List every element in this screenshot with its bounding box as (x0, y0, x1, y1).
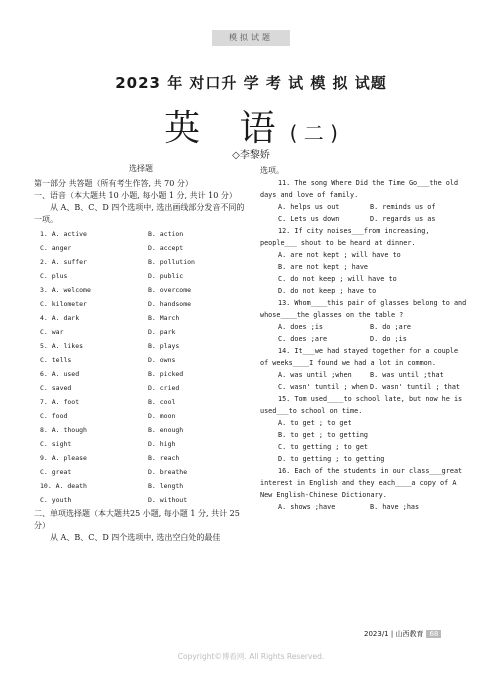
phonetics-row (34, 240, 248, 254)
answer-option-pair (260, 369, 470, 381)
answer-option: A. helps us out (278, 203, 340, 211)
option-right: D. high (148, 440, 176, 449)
answer-option: C. wasn' tuntil ; when (278, 383, 369, 391)
answer-option: A. to get ; to get (278, 419, 352, 427)
answer-option: A. shows ;have (278, 503, 336, 511)
answer-option: A. does ;is (278, 323, 324, 331)
option-left: 5. A. likes (40, 342, 84, 351)
option-right: B. pollution (148, 258, 195, 267)
phonetics-row (34, 282, 248, 296)
answer-option: A. are not kept ; will have to (278, 251, 401, 259)
answer-option: A. was until ;when (278, 371, 352, 379)
option-right: D. handsome (148, 300, 192, 309)
option-right: B. reach (148, 454, 180, 463)
option-left: 8. A. though (40, 426, 87, 435)
answer-option: C. Lets us down (278, 215, 340, 223)
option-right: B. cool (148, 398, 176, 407)
answer-option: B. are not kept ; have (278, 263, 369, 271)
phonetics-row (34, 408, 248, 422)
question-stem: 15. Tom used____to school late, but now he is used___to school on time. (260, 395, 463, 415)
part-heading: 第一部分 共答题（所有考生作答, 共 70 分） (34, 179, 193, 189)
section-title: 选择题 (129, 164, 153, 173)
phonetics-row (34, 492, 248, 506)
question-stem: 13. Whom____this pair of glasses belong to and whose____the glasses on the table ? (260, 299, 467, 319)
footer-date: 2023/1 (364, 630, 389, 638)
option-left: C. great (40, 468, 72, 477)
answer-option: D. regards us as (370, 215, 436, 223)
question-stem: 11. The song Where Did the Time Go___the old days and love of family. (260, 179, 459, 199)
option-left: C. plus (40, 272, 68, 281)
question-stem: 16. Each of the students in our class___great interest in English and they each____a copy of A New English-Chinese Dictionary. (260, 467, 463, 499)
option-left: 6. A. used (40, 370, 80, 379)
phonetics-row (34, 296, 248, 310)
option-left: 10. A. death (40, 482, 87, 491)
header-band: 模拟试题 (212, 30, 290, 46)
question-stem: 14. It___we had stayed together for a couple of weeks____I found we had a lot in common. (260, 347, 459, 367)
right-lead: 选项。 (260, 166, 284, 175)
section2-heading: 二、单项选择题（本大题共25 小题, 每小题 1 分, 共计 25 分） (34, 509, 240, 531)
answer-option: B. was until ;that (370, 371, 444, 379)
phonetics-row (34, 254, 248, 268)
phonetics-row (34, 450, 248, 464)
answer-option-pair (260, 381, 470, 393)
section1-heading: 一、语音（本大题共 10 小题, 每小题 1 分, 共计 10 分） (34, 191, 237, 201)
option-right: D. owns (148, 356, 176, 365)
option-left: C. war (40, 328, 64, 337)
subject-name: 英 语 (164, 108, 290, 149)
option-right: D. accept (148, 244, 184, 253)
option-left: C. tells (40, 356, 72, 365)
answer-option: B. reminds us of (370, 203, 436, 211)
phonetics-row (34, 268, 248, 282)
option-right: B. enough (148, 426, 184, 435)
answer-option-pair (260, 201, 470, 213)
footer-magazine: 山西教育 (395, 630, 424, 638)
answer-option: D. do not keep ; have to (278, 287, 377, 295)
phonetics-row (34, 464, 248, 478)
option-left: C. food (40, 412, 68, 421)
option-right: D. park (148, 328, 176, 337)
option-right: B. picked (148, 370, 184, 379)
section2-instruction: 从 A、B、C、D 四个选项中, 选出空白处的最佳 (50, 533, 221, 543)
answer-option: C. does ;are (278, 335, 328, 343)
subject-title (0, 100, 502, 151)
answer-option: D. wasn' tuntil ; that (370, 383, 461, 391)
page-title: 2023 年 对口升 学 考 试 模 拟 试题 (115, 74, 387, 92)
answer-option: D. to getting ; to getting (278, 455, 385, 463)
option-left: C. kilometer (40, 300, 87, 309)
phonetics-row (34, 366, 248, 380)
right-column (260, 165, 470, 513)
phonetics-row (34, 436, 248, 450)
option-left: C. anger (40, 244, 72, 253)
phonetics-row (34, 422, 248, 436)
answer-option-pair (260, 321, 470, 333)
phonetics-row (34, 380, 248, 394)
question-stem: 12. If city noises___from increasing, people___ shout to be heard at dinner. (260, 227, 430, 247)
option-right: D. without (148, 496, 188, 505)
copyright-notice: Copyright©博看网. All Rights Reserved. (177, 652, 325, 661)
page-number: 68 (426, 630, 441, 638)
option-right: D. breathe (148, 468, 188, 477)
phonetics-row (34, 478, 248, 492)
author: ◇李黎娇 (232, 150, 270, 161)
phonetics-row (34, 338, 248, 352)
option-left: 2. A. suffer (40, 258, 87, 267)
answer-option-pair (260, 501, 470, 513)
answer-option: B. do ;are (370, 323, 411, 331)
option-right: B. action (148, 230, 184, 239)
phonetics-row (34, 226, 248, 240)
option-right: D. public (148, 272, 184, 281)
phonetics-row (34, 352, 248, 366)
option-right: B. plays (148, 342, 180, 351)
answer-option: D. do ;is (370, 335, 407, 343)
option-right: B. March (148, 314, 180, 323)
option-right: D. moon (148, 412, 176, 421)
phonetics-row (34, 394, 248, 408)
answer-option: B. to get ; to getting (278, 431, 369, 439)
question-list (260, 177, 470, 513)
option-left: 3. A. welcome (40, 286, 91, 295)
page-footer: 2023/1 | 山西教育 68 (364, 629, 441, 639)
phonetics-list (34, 226, 248, 506)
option-left: 9. A. please (40, 454, 87, 463)
option-left: 7. A. foot (40, 398, 80, 407)
phonetics-row (34, 324, 248, 338)
answer-option: B. have ;has (370, 503, 420, 511)
subject-suffix: ( 二 ) (289, 121, 338, 145)
option-right: B. length (148, 482, 184, 491)
option-left: 1. A. active (40, 230, 87, 239)
left-column (34, 164, 248, 544)
answer-option-pair (260, 333, 470, 345)
option-left: 4. A. dark (40, 314, 80, 323)
answer-option: C. to getting ; to get (278, 443, 369, 451)
option-left: C. youth (40, 496, 72, 505)
option-left: C. sight (40, 440, 72, 449)
option-right: D. cried (148, 384, 180, 393)
phonetics-row (34, 310, 248, 324)
answer-option-pair (260, 213, 470, 225)
option-left: C. saved (40, 384, 72, 393)
answer-option: C. do not keep ; will have to (278, 275, 397, 283)
option-right: B. overcome (148, 286, 192, 295)
section1-instruction: 从 A、B、C、D 四个选项中, 选出画线部分发音不同的一项。 (34, 203, 245, 225)
